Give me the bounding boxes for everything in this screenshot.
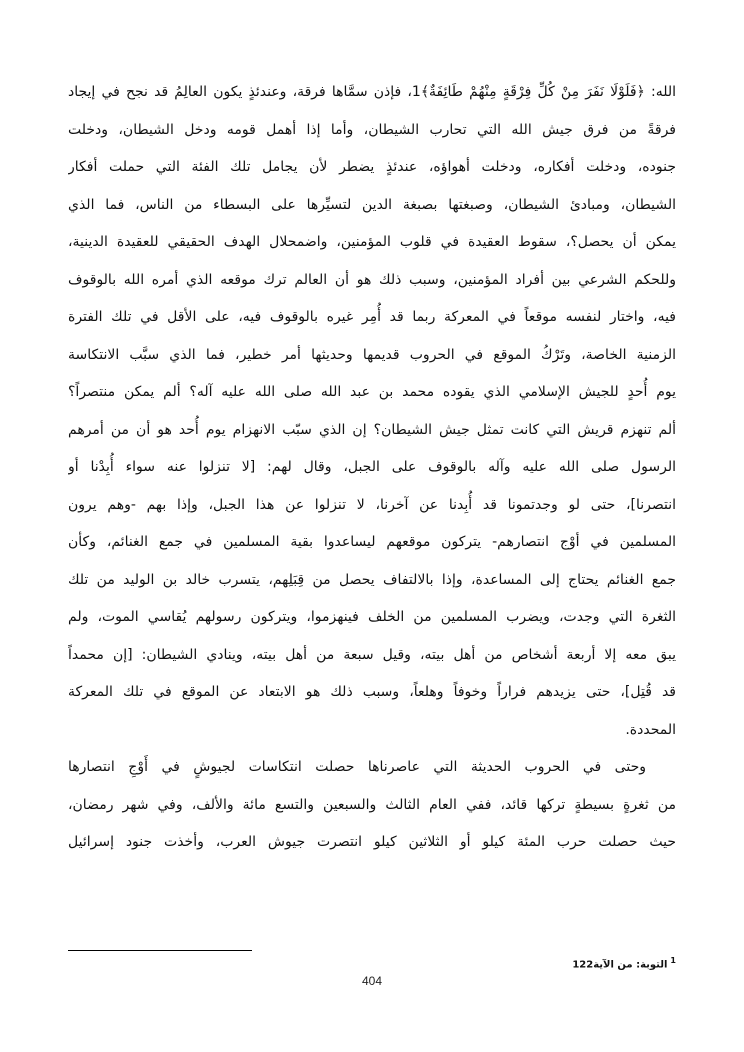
text-line: الرسول صلى الله عليه وآله بالوقوف على الجبل، وقال لهم: [لا تنزلوا عنه سواء أُبِدْنا أو <box>68 459 676 475</box>
text-line: يمكن أن يحصل؟، سقوط العقيدة في قلوب المؤمنين، واضمحلال الهدف الحقيقي للعقيدة الدينية، <box>68 234 676 250</box>
text-line: من ثغرةٍ بسيطةٍ تركها قائد، ففي العام الثالث والسبعين والتسع مائة والألف، وفي شهر رمضان، <box>68 796 676 813</box>
text-line: يبق معه إلا أربعة أشخاص من أهل بيته، وقيل سبعة من أهل بيته، وينادي الشيطان: [إن محمداً <box>68 646 676 663</box>
text-line: فرقةً من فرق جيش الله التي تحارب الشيطان، وأما إذا أهمل قومه ودخل الشيطان، ودخلت <box>68 121 676 138</box>
footnote-separator <box>68 950 252 951</box>
text-line: الشيطان، ومبادئ الشيطان، وصبغتها بصبغة الدين لتسيِّرها على البسطاء من الناس، فما الذي <box>68 196 676 213</box>
text-line: انتصرنا]، حتى لو وجدتمونا قد أُبِدنا عن آخرنا، لا تنزلوا عن هذا الجبل، وإذا بهم -وهم يرون <box>68 496 676 513</box>
text-line: يوم أُحدٍ للجيش الإسلامي الذي يقوده محمد بن عبد الله صلى الله عليه آله؟ ألم يمكن منتصراً؟ <box>68 384 676 400</box>
body-text <box>68 74 676 862</box>
text-line: الثغرة التي وجدت، ويضرب المسلمين من الخلف فينهزموا، ويتركون رسولهم يُقاسي الموت، ولم <box>68 609 676 625</box>
text-line: قد قُتِل]، حتى يزيدهم فراراً وخوفاً وهلعاً، وسبب ذلك هو الابتعاد عن الموقع في تلك المعركة <box>68 684 676 700</box>
footnote-number: 1 <box>670 956 676 965</box>
text-line: ألم تنهزم قريش التي كانت تمثل جيش الشيطان؟ إن الذي سبّب الانهزام يوم أُحد هو أن من أمرهم <box>68 421 676 438</box>
text-line: جنوده، ودخلت أفكاره، ودخلت أهواؤه، عندئذٍ يضطر لأن يجامل تلك الفئة التي حملت أفكار <box>68 159 676 175</box>
page-number: 404 <box>361 974 383 988</box>
text-line: وللحكم الشرعي بين أفراد المؤمنين، وسبب ذلك هو أن العالم ترك موقعه الذي أمره الله بالوقوف <box>68 271 676 288</box>
text-line: فيه، واختار لنفسه موقعاً في المعركة ربما قد أُمِر غيره بالوقوف فيه، على الأقل في تلك الفترة <box>68 309 676 325</box>
text-line: حيث حصلت حرب المئة كيلو أو الثلاثين كيلو انتصرت جيوش العرب، وأخذت جنود إسرائيل <box>68 834 676 850</box>
footnote-text: التوبة: من الآية122 <box>572 959 668 971</box>
text-line: الله: ﴿فَلَوْلَا نَفَرَ مِنْ كُلِّ فِرْقَةٍ مِنْهُمْ طَائِفَةٌ﴾1، فإذن سمَّاها فرقة، وعندئذٍ يكون العالِمُ قد نجح في إيجاد <box>68 84 676 100</box>
footnote <box>572 956 676 970</box>
text-line: الزمنية الخاصة، وتَرْكُ الموقع في الحروب قديمها وحديثها أمر خطير، فما الذي سبَّب الانتكاسة <box>68 346 676 363</box>
paragraph-start-line: وحتى في الحروب الحديثة التي عاصرناها حصلت انتكاسات لجيوشٍ في أَوْجِ انتصارها <box>68 759 646 775</box>
text-line: جمع الغنائم يحتاج إلى المساعدة، وإذا بالالتفاف يحصل من قِبَلِهم، يتسرب خالد بن الوليد من تلك <box>68 571 676 588</box>
text-line: المسلمين في أوْج انتصارهم- يتركون موقعهم ليساعدوا بقية المسلمين في جمع الغنائم، وكأن <box>68 534 676 550</box>
paragraph-end-line: المحددة. <box>625 721 676 738</box>
